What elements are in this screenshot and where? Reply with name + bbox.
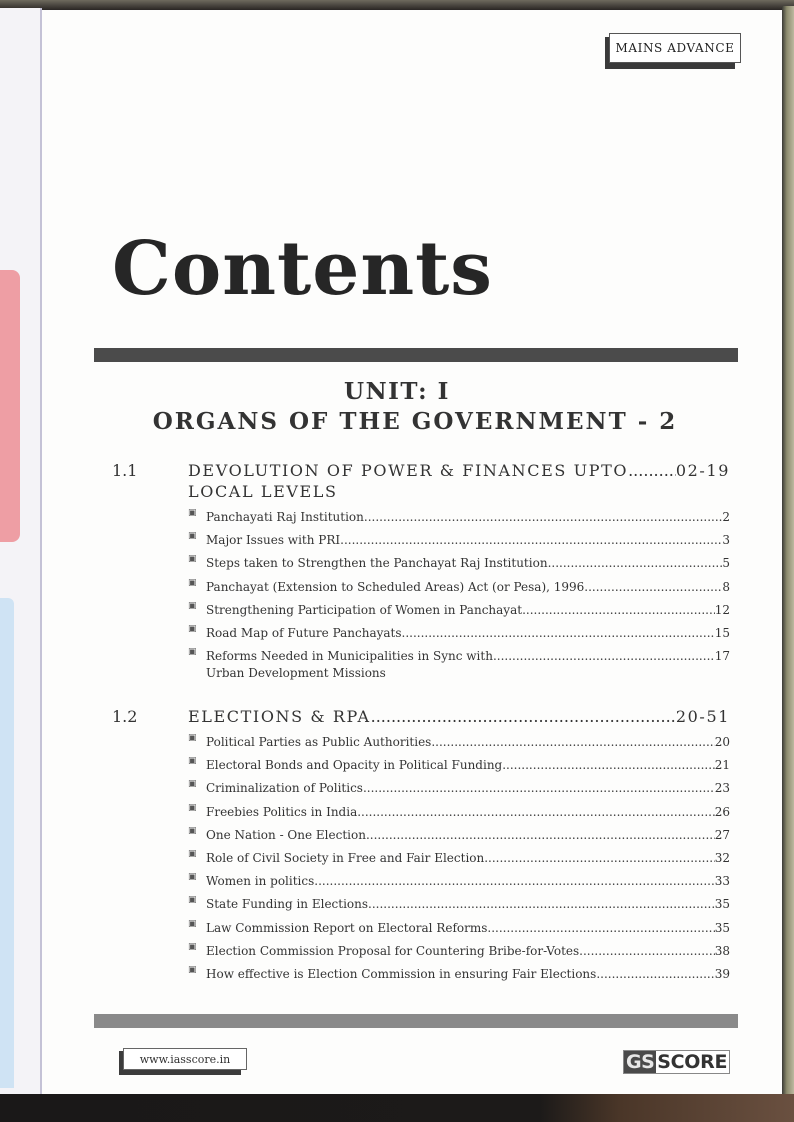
dot-leader [371,707,676,726]
divider-bar-bottom [94,1014,738,1028]
footer-url-box [119,1048,247,1074]
toc-item-page: 35 [714,897,730,912]
dot-leader [487,918,714,938]
toc-item-list [188,732,730,987]
toc-item-page: 3 [722,533,730,548]
section-heading[interactable] [188,707,730,726]
bullet-icon: ▣ [188,623,197,634]
dot-leader [366,825,715,845]
dot-leader [493,646,715,666]
section-page-range: 20-51 [675,707,730,726]
toc-item-page: 27 [714,827,730,842]
toc-item-label: Freebies Politics in India [206,804,358,819]
toc-item[interactable] [188,848,730,871]
header-badge [605,33,741,69]
bullet-icon: ▣ [188,779,197,790]
bullet-icon: ▣ [188,848,197,859]
toc-item-label: Strengthening Participation of Women in Panchayat [206,602,523,617]
dot-leader [402,623,715,643]
section-heading[interactable] [188,461,730,501]
toc-item-label: Political Parties as Public Authorities [206,735,432,749]
bullet-icon: ▣ [188,964,197,975]
dot-leader [314,871,714,891]
toc-item[interactable] [188,941,730,964]
toc-item[interactable] [188,778,730,801]
footer-url[interactable]: www.iasscore.in [123,1048,247,1070]
toc-item-label: Road Map of Future Panchayats [206,625,402,640]
toc-item-label: Role of Civil Society in Free and Fair Election [206,850,485,865]
toc-item[interactable] [188,507,730,530]
toc-item-list [188,507,730,686]
toc-item-page: 20 [714,735,730,749]
toc-item[interactable] [188,825,730,848]
toc-item-page: 12 [714,602,730,617]
logo-score: SCORE [657,1051,728,1073]
bullet-icon: ▣ [188,825,197,836]
gsscore-logo [623,1050,730,1074]
toc-item-page: 8 [722,579,730,594]
logo-gs: GS [626,1051,655,1073]
header-badge-label: MAINS ADVANCE [609,33,741,63]
toc-item[interactable] [188,918,730,941]
bullet-icon: ▣ [188,531,197,542]
dot-leader [368,894,715,914]
toc-item-label: Panchayati Raj Institution [206,510,364,524]
dot-leader [579,941,715,961]
blue-tab-marker [0,598,14,1088]
toc-item-page: 35 [714,920,730,935]
toc-item-page: 2 [722,510,730,524]
toc-item[interactable] [188,732,730,755]
toc-item-page: 33 [714,874,730,889]
section-heading-text: DEVOLUTION OF POWER & FINANCES UPTO [188,461,629,480]
toc-item[interactable] [188,553,730,576]
bullet-icon: ▣ [188,600,197,611]
pink-tab-marker [0,270,20,542]
toc-item-label: State Funding in Elections [206,897,369,912]
toc-item-page: 26 [714,804,730,819]
bullet-icon: ▣ [188,508,197,518]
dot-leader [522,600,715,620]
bullet-icon: ▣ [188,756,197,767]
bullet-icon: ▣ [188,918,197,929]
toc-item-label: Steps taken to Strengthen the Panchayat Raj Institution [206,556,548,571]
bullet-icon: ▣ [188,577,197,588]
toc-item-label: Women in politics [206,874,315,889]
bullet-icon: ▣ [188,733,197,743]
scan-border-bottom [0,1094,794,1122]
section-number: 1.1 [112,461,138,480]
toc-item[interactable] [188,964,730,987]
section-page-range: 02-19 [675,461,730,480]
toc-item-label: How effective is Election Commission in ensuring Fair Elections [206,966,597,981]
toc-item[interactable] [188,646,730,686]
toc-item-page: 15 [714,625,730,640]
toc-item-page: 32 [714,850,730,865]
toc-item-label: Reforms Needed in Municipalities in Sync with [206,649,493,664]
dot-leader [548,553,723,573]
bullet-icon: ▣ [188,895,197,906]
toc-item-label: Panchayat (Extension to Scheduled Areas) Act (or Pesa), 1996 [206,579,585,594]
toc-item-label-line2: Urban Development Missions [206,666,386,681]
page-title: Contents [112,226,493,312]
section-heading-text-line2: LOCAL LEVELS [188,482,338,501]
unit-label: UNIT: I [344,378,450,405]
dot-leader [357,802,714,822]
dot-leader [484,848,714,868]
toc-item[interactable] [188,577,730,600]
toc-item[interactable] [188,530,730,553]
dot-leader [340,530,722,550]
toc-item-page: 38 [714,943,730,958]
toc-item-page: 21 [714,758,730,773]
toc-item-label: One Nation - One Election [206,827,366,842]
dot-leader [363,778,715,798]
dot-leader [596,964,714,984]
bullet-icon: ▣ [188,802,197,813]
page-edge-right [782,6,794,1101]
toc-item[interactable] [188,600,730,623]
dot-leader [628,461,676,480]
toc-item-label: Criminalization of Politics [206,781,363,796]
toc-item-page: 5 [722,556,730,571]
divider-bar-top [94,348,738,362]
toc-item-label: Election Commission Proposal for Countering Bribe-for-Votes [206,943,580,958]
toc-item-label: Law Commission Report on Electoral Reforms [206,920,488,935]
bullet-icon: ▣ [188,872,197,883]
toc-item[interactable] [188,623,730,646]
toc-item-label: Electoral Bonds and Opacity in Political Funding [206,758,503,773]
toc-item-label: Major Issues with PRI [206,533,341,548]
bullet-icon: ▣ [188,647,197,658]
toc-item[interactable] [188,755,730,778]
dot-leader [364,507,722,527]
toc-item-page: 17 [714,649,730,664]
unit-title: ORGANS OF THE GOVERNMENT - 2 [152,408,678,435]
toc-item[interactable] [188,894,730,917]
bullet-icon: ▣ [188,941,197,952]
toc-item-page: 23 [714,781,730,796]
dot-leader [431,732,714,752]
section-heading-text: ELECTIONS & RPA [188,707,371,726]
toc-item[interactable] [188,802,730,825]
bullet-icon: ▣ [188,554,197,565]
toc-item[interactable] [188,871,730,894]
section-number: 1.2 [112,707,138,726]
dot-leader [502,755,714,775]
toc-item-page: 39 [714,966,730,981]
dot-leader [584,577,722,597]
